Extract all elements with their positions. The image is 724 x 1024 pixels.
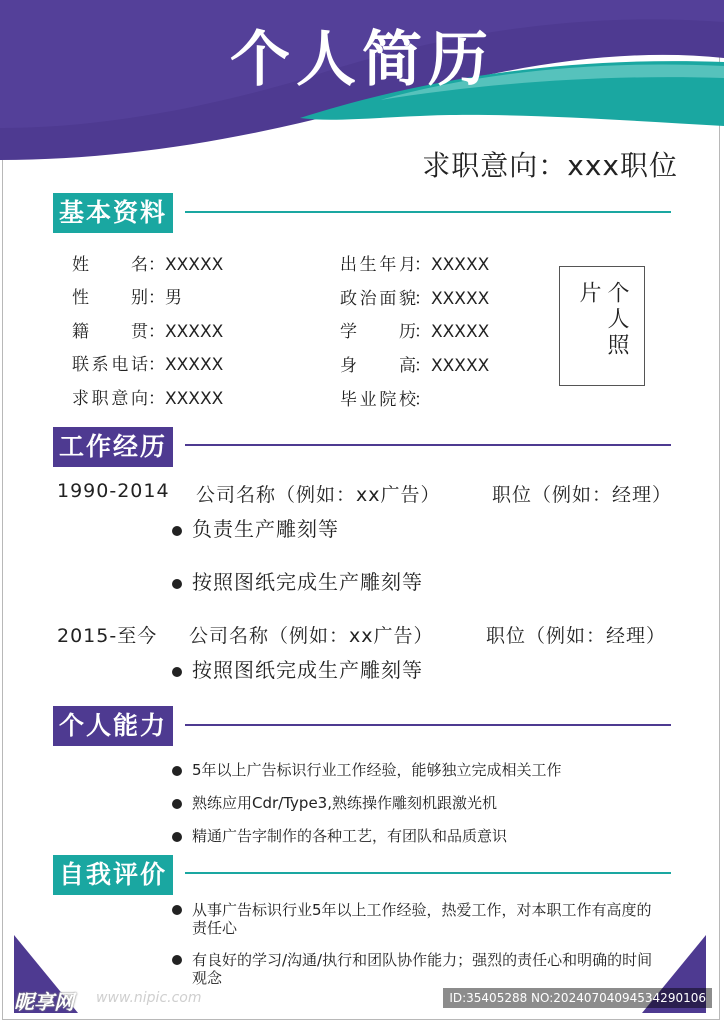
- bullet-dot-icon: [172, 526, 182, 536]
- info-value: ：XXXXX: [414, 255, 490, 275]
- info-value: ：XXXXX: [148, 255, 224, 275]
- watermark-logo: 昵享网: [14, 990, 74, 1014]
- info-label: 毕业院校: [340, 390, 416, 410]
- info-value: ：男: [148, 288, 182, 308]
- section-tag-work-experience: 工作经历: [53, 427, 173, 467]
- info-label: 联系电话: [72, 355, 148, 375]
- work-duty-text: 按照图纸完成生产雕刻等: [192, 570, 423, 594]
- ability-text: 5年以上广告标识行业工作经验，能够独立完成相关工作: [192, 761, 562, 779]
- section-divider: [185, 444, 671, 446]
- ability-text: 熟练应用Cdr/Type3,熟练操作雕刻机跟激光机: [192, 794, 497, 812]
- section-tag-basic-info: 基本资料: [53, 193, 173, 233]
- info-value: ：XXXXX: [414, 322, 490, 342]
- self-evaluation-item: [172, 951, 662, 987]
- info-value: ：XXXXX: [148, 355, 224, 375]
- work-duty-item: [172, 513, 339, 542]
- info-label: 求职意向: [72, 389, 148, 409]
- info-value: ：XXXXX: [148, 322, 224, 342]
- section-tag-self-evaluation: 自我评价: [53, 855, 173, 895]
- info-label: 学历: [340, 322, 416, 342]
- work-period: 1990-2014: [57, 480, 170, 502]
- watermark-url: www.nipic.com: [96, 990, 202, 1006]
- bullet-dot-icon: [172, 955, 182, 965]
- self-evaluation-text: 有良好的学习/沟通/执行和团队协作能力；强烈的责任心和明确的时间观念: [192, 951, 653, 987]
- bullet-dot-icon: [172, 905, 182, 915]
- info-value: ：XXXXX: [148, 389, 224, 409]
- self-evaluation-text: 从事广告标识行业5年以上工作经验，热爱工作，对本职工作有高度的责任心: [192, 901, 652, 937]
- info-label: 身高: [340, 356, 416, 376]
- bullet-dot-icon: [172, 832, 182, 842]
- job-intent-heading: 求职意向：xxx职位: [422, 149, 678, 182]
- self-evaluation-item: [172, 901, 662, 937]
- work-duty-item: [172, 566, 423, 595]
- section-divider: [185, 211, 671, 213]
- info-value: ：: [414, 390, 431, 410]
- info-label: 政治面貌: [340, 289, 416, 309]
- photo-placeholder[interactable]: [559, 266, 645, 386]
- work-period: 2015-至今: [57, 625, 158, 647]
- watermark-id: ID:35405288 NO:20240704094534290106: [443, 988, 712, 1008]
- work-position: 职位（例如：经理）: [486, 625, 667, 647]
- work-duty-text: 负责生产雕刻等: [192, 517, 339, 541]
- work-company: 公司名称（例如：xx广告）: [189, 625, 434, 647]
- photo-label: 个人照片: [576, 281, 629, 359]
- bullet-dot-icon: [172, 799, 182, 809]
- work-duty-item: [172, 654, 423, 683]
- bullet-dot-icon: [172, 579, 182, 589]
- ability-text: 精通广告字制作的各种工艺，有团队和品质意识: [192, 827, 508, 845]
- ability-item: [172, 759, 562, 780]
- info-label: 出生年月: [340, 255, 416, 275]
- info-label: 籍贯: [72, 322, 148, 342]
- section-divider: [185, 724, 671, 726]
- work-position: 职位（例如：经理）: [492, 484, 673, 506]
- ability-item: [172, 825, 507, 846]
- bullet-dot-icon: [172, 766, 182, 776]
- section-tag-abilities: 个人能力: [53, 706, 173, 746]
- info-label: 性别: [72, 288, 148, 308]
- info-value: ：XXXXX: [414, 289, 490, 309]
- page-title: 个人简历: [230, 25, 494, 95]
- section-divider: [185, 872, 671, 874]
- work-company: 公司名称（例如：xx广告）: [196, 484, 441, 506]
- info-value: ：XXXXX: [414, 356, 490, 376]
- work-duty-text: 按照图纸完成生产雕刻等: [192, 658, 423, 682]
- ability-item: [172, 792, 497, 813]
- info-label: 姓名: [72, 255, 148, 275]
- bullet-dot-icon: [172, 667, 182, 677]
